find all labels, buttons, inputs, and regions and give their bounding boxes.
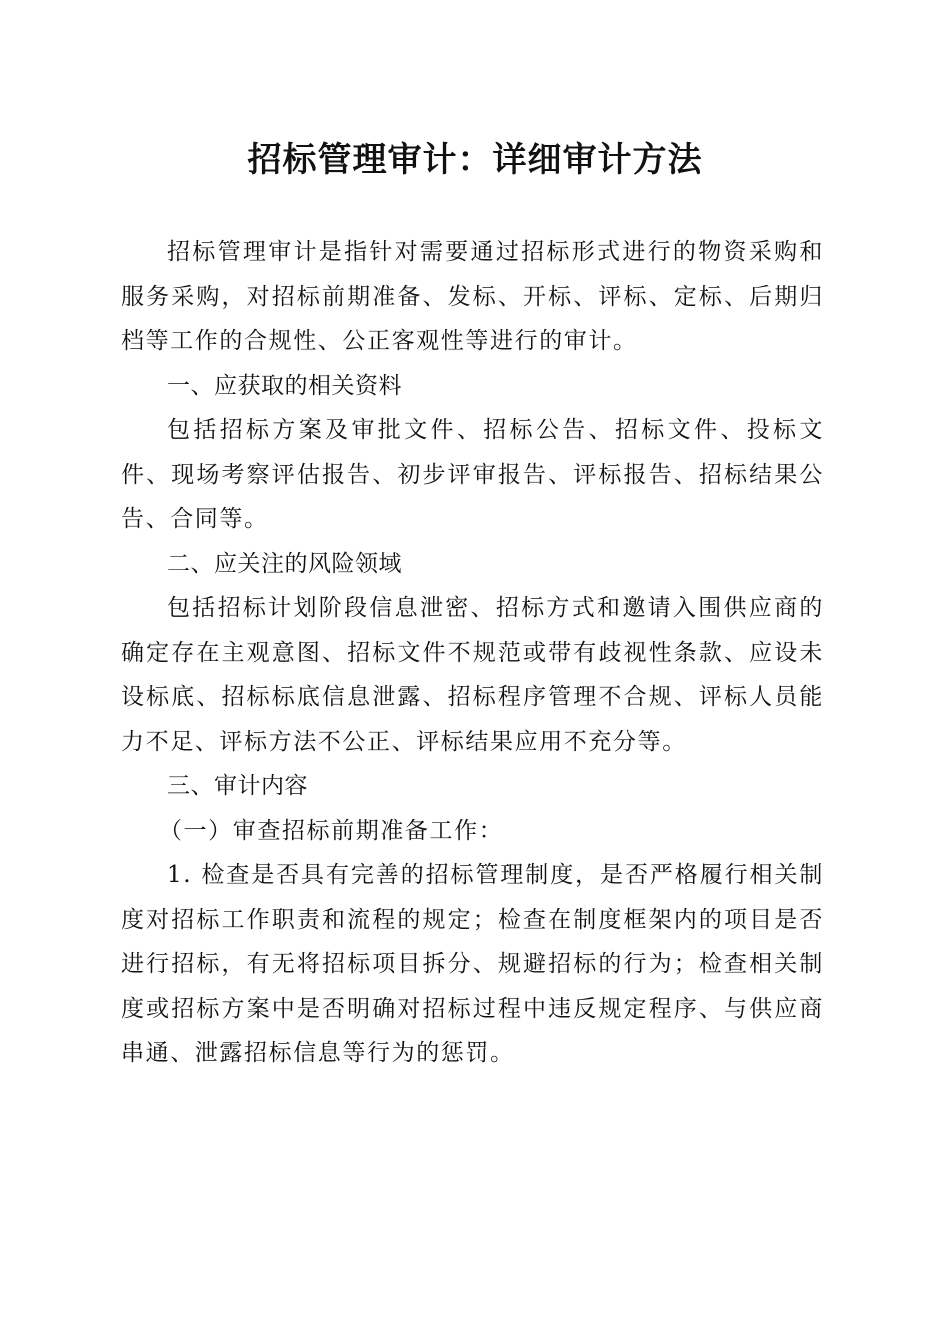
section-body-risks: 包括招标计划阶段信息泄密、招标方式和邀请入围供应商的确定存在主观意图、招标文件不规范或带有歧视性条款、应设未设标底、招标标底信息泄露、招标程序管理不合规、评标人员能力不足、评标方法不公正、评标结果应用不充分等。 (121, 595, 824, 755)
section-heading-audit-content: 三、审计内容 (167, 773, 308, 799)
section-heading-materials: 一、应获取的相关资料 (167, 372, 402, 399)
list-item-1: 1. 检查是否具有完善的招标管理制度，是否严格履行相关制度对招标工作职责和流程的规定；检查在制度框架内的项目是否进行招标，有无将招标项目拆分、规避招标的行为；检查相关制度或招标方案中是否明确对招标过程中违反规定程序、与供应商串通、泄露招标信息等行为的惩罚。 (121, 862, 824, 1066)
document-body (121, 230, 824, 1076)
subsection-heading-preparation: （一）审查招标前期准备工作： (158, 817, 504, 844)
document-title: 招标管理审计：详细审计方法 (247, 140, 703, 180)
section-body-materials: 包括招标方案及审批文件、招标公告、招标文件、投标文件、现场考察评估报告、初步评审报告、评标报告、招标结果公告、合同等。 (121, 417, 824, 532)
section-heading-risks: 二、应关注的风险领域 (167, 550, 402, 577)
intro-paragraph: 招标管理审计是指针对需要通过招标形式进行的物资采购和服务采购，对招标前期准备、发标、开标、评标、定标、后期归档等工作的合规性、公正客观性等进行的审计。 (121, 239, 824, 354)
